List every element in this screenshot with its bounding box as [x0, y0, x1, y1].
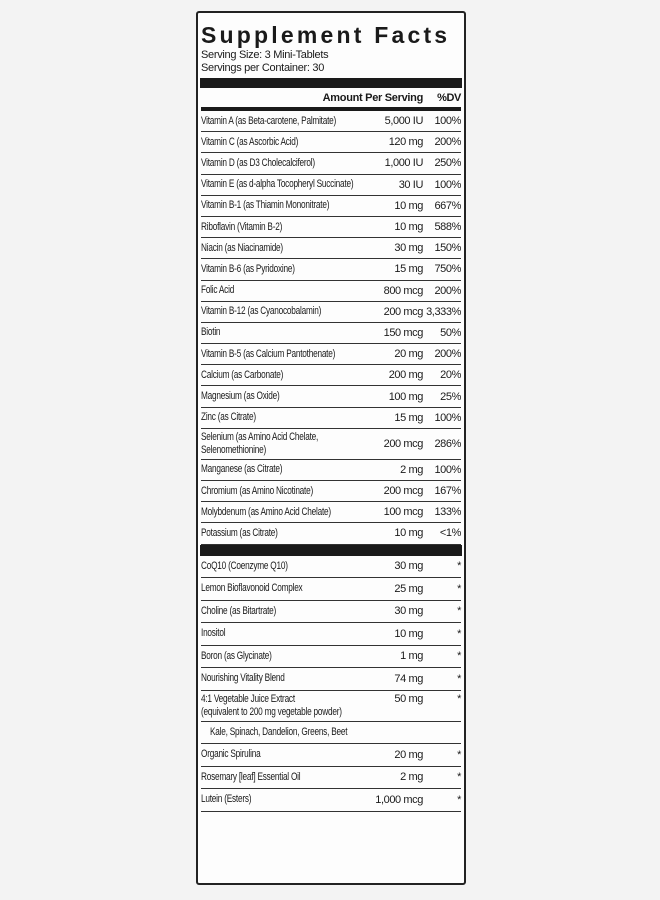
amount: 100 mcg [383, 506, 423, 519]
nutrient-name: Biotin [201, 326, 221, 339]
amount: 150 mcg [383, 326, 423, 339]
nutrient-name-cell [201, 726, 371, 739]
daily-value: * [457, 605, 461, 618]
daily-value: 167% [434, 485, 461, 498]
amount: 120 mg [388, 136, 423, 149]
daily-value: 588% [434, 221, 461, 234]
table-row [201, 789, 461, 812]
amount: 10 mg [394, 527, 423, 540]
nutrient-name-cell [201, 199, 371, 212]
amount: 1,000 mcg [375, 793, 423, 806]
daily-value: 3,333% [426, 305, 461, 318]
daily-value: 200% [434, 284, 461, 297]
daily-value: * [457, 793, 461, 806]
nutrient-name-cell [201, 221, 371, 234]
table-row [201, 744, 461, 767]
amount: 1 mg [400, 650, 423, 663]
amount: 10 mg [394, 221, 423, 234]
nutrient-name: Vitamin B-5 (as Calcium Pantothenate) [201, 347, 336, 360]
nutrient-name-cell [201, 178, 371, 191]
nutrient-name-cell [201, 390, 371, 403]
thick-divider [200, 78, 462, 88]
nutrient-name-cell [201, 284, 371, 297]
nutrient-name: Potassium (as Citrate) [201, 526, 278, 539]
daily-value: * [457, 582, 461, 595]
thick-divider [200, 545, 462, 556]
nutrient-name-cell [201, 793, 371, 806]
daily-value: 20% [440, 369, 461, 382]
nutrient-name: Vitamin B-6 (as Pyridoxine) [201, 262, 295, 275]
table-row [201, 578, 461, 601]
daily-value: 286% [434, 437, 461, 450]
amount: 20 mg [394, 348, 423, 361]
amount: 30 IU [398, 178, 423, 191]
table-row [201, 111, 461, 132]
table-row [201, 323, 461, 344]
nutrient-name-cell [201, 326, 371, 339]
daily-value: 750% [434, 263, 461, 276]
nutrient-name: Niacin (as Niacinamide) [201, 241, 283, 254]
other-ingredients-table [201, 556, 461, 812]
nutrient-name-cell [201, 431, 371, 457]
daily-value: * [457, 672, 461, 685]
table-row [201, 767, 461, 790]
nutrient-name-cell [201, 771, 371, 784]
table-row [201, 302, 461, 323]
nutrient-name-cell [201, 605, 371, 618]
amount: 30 mg [394, 560, 423, 573]
table-row [201, 259, 461, 280]
amount: 15 mg [394, 411, 423, 424]
nutrient-name-cell [201, 582, 371, 595]
amount: 15 mg [394, 263, 423, 276]
serving-size: Serving Size: 3 Mini-Tablets [201, 49, 329, 61]
nutrient-name-cell [201, 627, 371, 640]
nutrient-name: Vitamin E (as d-alpha Tocopheryl Succinate) [201, 178, 354, 191]
nutrient-name-cell [201, 485, 371, 498]
daily-value: * [457, 627, 461, 640]
table-row [201, 429, 461, 460]
nutrient-name-cell [201, 369, 371, 382]
daily-value: 50% [440, 326, 461, 339]
table-row [201, 460, 461, 481]
nutrient-name-cell [201, 527, 371, 540]
daily-value: 25% [440, 390, 461, 403]
amount: 25 mg [394, 582, 423, 595]
nutrient-name: Vitamin D (as D3 Cholecalciferol) [201, 156, 315, 169]
nutrient-name-cell [201, 463, 371, 476]
nutrient-name: 4:1 Vegetable Juice Extract (equivalent to 200 mg vegetable powder) [201, 692, 342, 718]
nutrient-name-cell [201, 136, 371, 149]
amount: 2 mg [400, 771, 423, 784]
nutrient-name: Manganese (as Citrate) [201, 463, 283, 476]
nutrient-name: Folic Acid [201, 284, 235, 297]
daily-value: 133% [434, 506, 461, 519]
amount: 74 mg [394, 672, 423, 685]
amount: 200 mcg [383, 485, 423, 498]
daily-value: 100% [434, 115, 461, 128]
daily-value: 100% [434, 411, 461, 424]
nutrient-name: Vitamin B-1 (as Thiamin Mononitrate) [201, 199, 330, 212]
daily-value: 200% [434, 348, 461, 361]
daily-value: 100% [434, 463, 461, 476]
daily-value: * [457, 692, 461, 705]
table-row [201, 502, 461, 523]
supplement-facts-label [196, 11, 466, 885]
nutrient-name-cell [201, 560, 371, 573]
table-row [201, 408, 461, 429]
nutrient-name: Nourishing Vitality Blend [201, 672, 285, 685]
amount: 2 mg [400, 463, 423, 476]
dv-header: %DV [437, 91, 461, 104]
amount: 100 mg [388, 390, 423, 403]
amount: 200 mcg [383, 437, 423, 450]
daily-value: * [457, 560, 461, 573]
daily-value: * [457, 650, 461, 663]
table-row [201, 132, 461, 153]
amount-header: Amount Per Serving [322, 91, 423, 104]
nutrient-name: Choline (as Bitartrate) [201, 604, 277, 617]
nutrient-name: Lemon Bioflavonoid Complex [201, 582, 303, 595]
nutrient-name-cell [201, 650, 371, 663]
table-row [201, 365, 461, 386]
amount: 200 mcg [383, 305, 423, 318]
daily-value: 200% [434, 136, 461, 149]
nutrient-name: Kale, Spinach, Dandelion, Greens, Beet [210, 725, 348, 738]
table-row [201, 386, 461, 407]
table-row [201, 196, 461, 217]
table-row [201, 238, 461, 259]
label-title: Supplement Facts [201, 22, 451, 48]
vitamins-table [201, 111, 461, 545]
amount: 200 mg [388, 369, 423, 382]
nutrient-name: Chromium (as Amino Nicotinate) [201, 484, 314, 497]
nutrient-name-cell [201, 115, 371, 128]
servings-per-container: Servings per Container: 30 [201, 62, 325, 74]
nutrient-name: Zinc (as Citrate) [201, 411, 256, 424]
nutrient-name: Riboflavin (Vitamin B-2) [201, 220, 283, 233]
nutrient-name: Vitamin C (as Ascorbic Acid) [201, 135, 299, 148]
nutrient-name: Vitamin B-12 (as Cyanocobalamin) [201, 305, 322, 318]
nutrient-name-cell [201, 748, 371, 761]
nutrient-name: Molybdenum (as Amino Acid Chelate) [201, 505, 331, 518]
amount: 50 mg [394, 692, 423, 705]
table-row [201, 668, 461, 691]
nutrient-name-cell [201, 693, 371, 719]
table-header [201, 88, 461, 111]
table-row [201, 344, 461, 365]
daily-value: <1% [439, 527, 461, 540]
daily-value: 100% [434, 178, 461, 191]
table-row [201, 175, 461, 196]
daily-value: 150% [434, 242, 461, 255]
nutrient-name-cell [201, 157, 371, 170]
nutrient-name-cell [201, 411, 371, 424]
amount: 1,000 IU [384, 157, 423, 170]
amount: 30 mg [394, 242, 423, 255]
nutrient-name: Boron (as Glycinate) [201, 649, 272, 662]
table-row [201, 691, 461, 722]
nutrient-name: Selenium (as Amino Acid Chelate, Selenomethionine) [201, 430, 319, 456]
nutrient-name: Rosemary [leaf] Essential Oil [201, 770, 301, 783]
table-row [201, 601, 461, 624]
nutrient-name: Vitamin A (as Beta-carotene, Palmitate) [201, 114, 337, 127]
table-row [201, 217, 461, 238]
nutrient-name: Lutein (Esters) [201, 793, 252, 806]
amount: 20 mg [394, 748, 423, 761]
amount: 10 mg [394, 199, 423, 212]
table-row [201, 623, 461, 646]
daily-value: * [457, 748, 461, 761]
table-row [201, 281, 461, 302]
table-row [201, 523, 461, 544]
daily-value: 667% [434, 199, 461, 212]
table-row [201, 646, 461, 669]
amount: 10 mg [394, 627, 423, 640]
table-row [201, 556, 461, 579]
amount: 5,000 IU [384, 115, 423, 128]
daily-value: * [457, 771, 461, 784]
nutrient-name-cell [201, 242, 371, 255]
nutrient-name-cell [201, 506, 371, 519]
table-row [201, 722, 461, 745]
amount: 800 mcg [383, 284, 423, 297]
nutrient-name: CoQ10 (Coenzyme Q10) [201, 559, 288, 572]
daily-value: 250% [434, 157, 461, 170]
nutrient-name-cell [201, 263, 371, 276]
nutrient-name: Calcium (as Carbonate) [201, 368, 284, 381]
nutrient-name: Magnesium (as Oxide) [201, 390, 280, 403]
nutrient-name: Inositol [201, 627, 226, 640]
table-row [201, 153, 461, 174]
amount: 30 mg [394, 605, 423, 618]
nutrient-name-cell [201, 348, 371, 361]
nutrient-name-cell [201, 305, 371, 318]
nutrient-name: Organic Spirulina [201, 748, 261, 761]
table-row [201, 481, 461, 502]
nutrient-name-cell [201, 672, 371, 685]
